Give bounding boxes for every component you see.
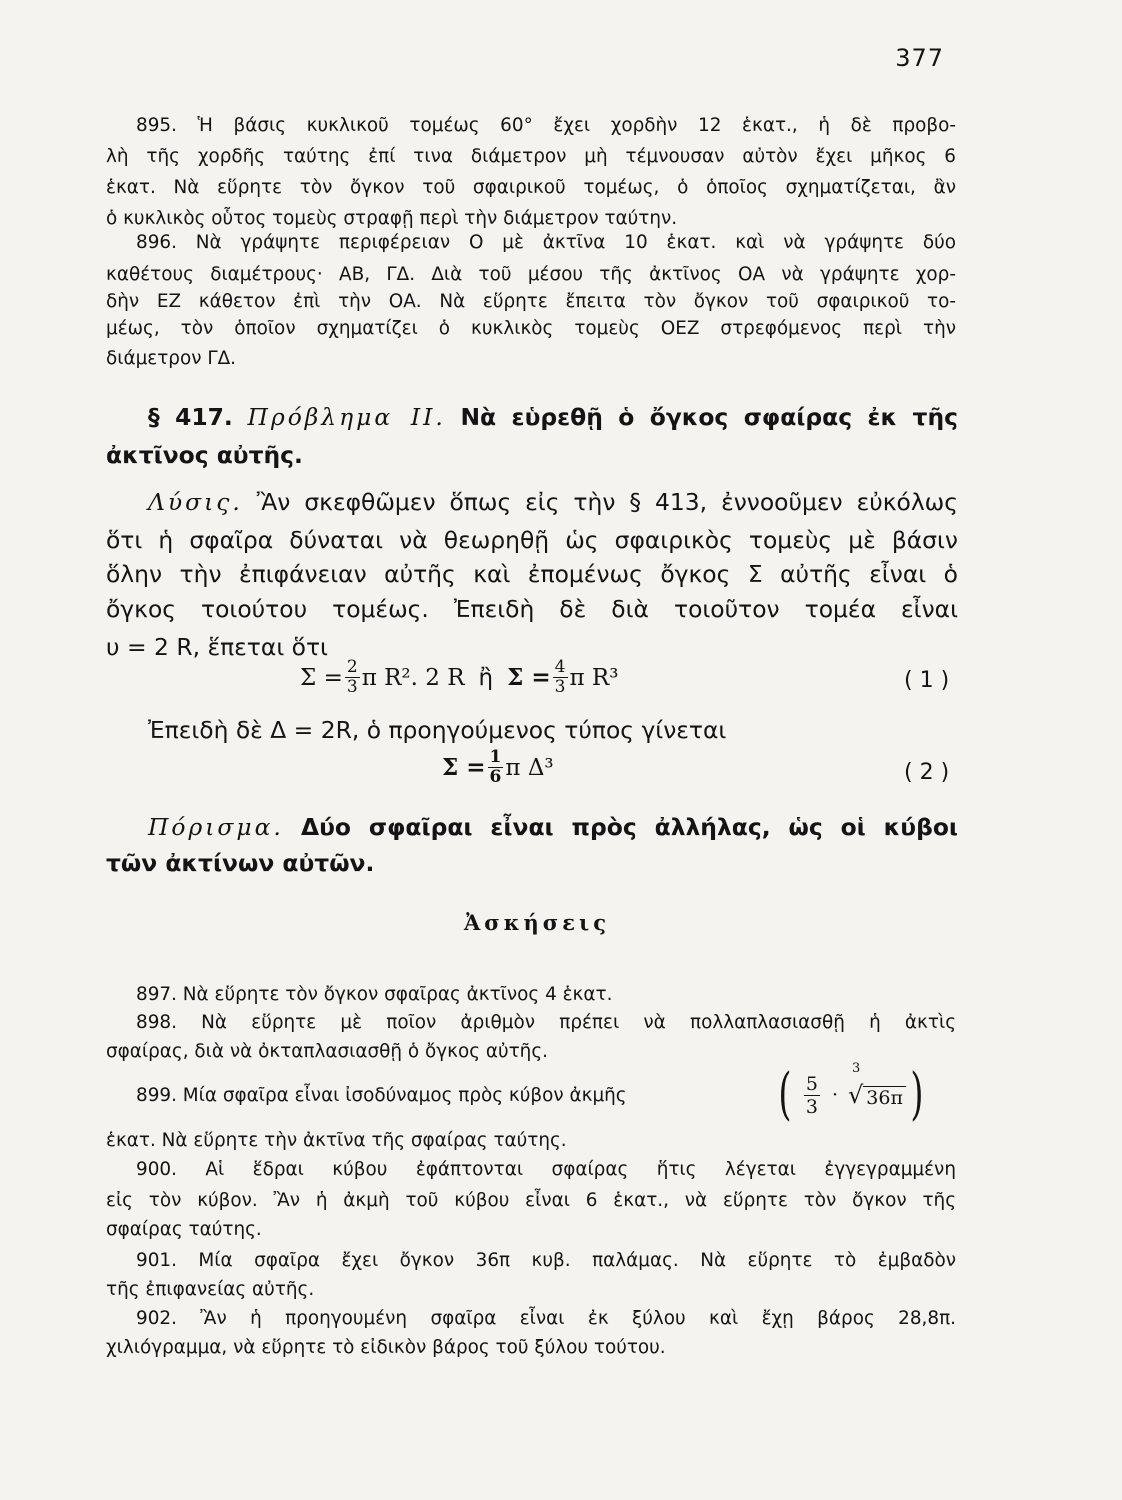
exercise-897: 897. Νὰ εὕρητε τὸν ὄγκον σφαῖρας ἀκτῖνος 4 ἑκατ. [136,984,613,1005]
fraction-denominator: 3 [805,1095,818,1118]
exercise-900-line-1: 900. Αἱ ἕδραι κύβου ἐφάπτονται σφαίρας ἥτις λέγεται ἐγγεγραμμένη [136,1159,956,1180]
formula-1-sigma: Σ = [300,664,343,691]
exercise-900-line-3: σφαίρας ταύτης. [106,1219,262,1240]
formula-1-fraction-a [345,658,360,697]
formula-1 [300,658,618,697]
formula-1-sigma-2: Σ = [507,664,551,691]
formula-2-sigma: Σ = [442,754,486,781]
expression-fraction [804,1073,820,1118]
exercise-896-line-5: διάμετρον ΓΔ. [106,348,237,369]
fraction-numerator: 1 [489,747,502,767]
formula-2-result: π Δ³ [505,754,554,781]
formula-2-fraction [488,748,504,787]
multiplication-dot: · [831,1084,838,1106]
exercise-899-line-2: ἑκατ. Νὰ εὕρητε τὴν ἀκτῖνα τῆς σφαίρας ταύτης. [106,1130,567,1151]
solution-line-3: ὅλην τὴν ἐπιφάνειαν αὐτῆς καὶ ἐπομένως ὄγκος Σ αὐτῆς εἶναι ὁ [106,560,958,588]
formula-2 [442,748,554,787]
radical-sign: √ [848,1081,864,1109]
exercise-898-line-2: σφαίρας, διὰ νὰ ὀκταπλασιασθῇ ὁ ὄγκος αὐτῆς. [106,1041,548,1062]
corollary-line-1 [106,810,958,846]
exercise-896-line-4: μέως, τὸν ὁποῖον σχηματίζει ὁ κυκλικὸς τομεὺς ΟΕΖ στρεφόμενος περὶ τὴν [106,318,956,339]
exercise-901-line-2: τῆς ἐπιφανείας αὐτῆς. [106,1279,315,1300]
root-index: 3 [852,1061,861,1076]
exercise-895-line-4: ὁ κυκλικὸς οὗτος τομεὺς στραφῇ περὶ τὴν διάμετρον ταύτην. [106,208,678,229]
section-417-heading [106,400,958,436]
solution-line-2: ὅτι ἡ σφαῖρα δύναται νὰ θεωρηθῇ ὡς σφαιρικὸς τομεὺς μὲ βάσιν [106,526,958,554]
equation-number-2: ( 2 ) [904,760,950,785]
root-value: 36π [863,1086,906,1109]
corollary-line-2: τῶν ἀκτίνων αὐτῶν. [106,849,375,877]
solution-line-5: υ = 2 R, ἕπεται ὅτι [106,633,328,661]
solution-line-4: ὄγκος τοιούτου τομέως. Ἐπειδὴ δὲ διὰ τοιοῦτον τομέα εἶναι [106,595,958,623]
exercise-896-line-2: καθέτους διαμέτρους· ΑΒ, ΓΔ. Διὰ τοῦ μέσου τῆς ἀκτῖνος ΟΑ νὰ γράψητε χορ- [106,264,956,285]
exercise-896-line-1: 896. Νὰ γράψητε περιφέρειαν Ο μὲ ἀκτῖνα 10 ἑκατ. καὶ νὰ γράψητε δύο [136,232,956,253]
equation-number-1: ( 1 ) [904,668,950,693]
solution-line-6: Ἐπειδὴ δὲ Δ = 2R, ὁ προηγούμενος τύπος γίνεται [148,716,727,744]
exercise-895-line-3: ἑκατ. Νὰ εὕρητε τὸν ὄγκον τοῦ σφαιρικοῦ τομέως, ὁ ὁποῖος σχηματίζεται, ἂν [106,177,956,198]
formula-1-fraction-b [553,658,568,697]
solution-line-1 [106,485,958,521]
exercise-899-line-1: 899. Μία σφαῖρα εἶναι ἰσοδύναμος πρὸς κύβον ἀκμῆς [136,1085,627,1106]
exercises-heading: Ἀσκήσεις [464,910,610,935]
exercise-901-line-1: 901. Μία σφαῖρα ἔχει ὄγκον 36π κυβ. παλάμας. Νὰ εὕρητε τὸ ἐμβαδὸν [136,1250,956,1271]
fraction-denominator: 6 [489,767,502,787]
page-number: 377 [895,44,944,72]
fraction-numerator: 4 [554,657,566,677]
exercise-895-line-2: λὴ τῆς χορδῆς ταύτης ἐπί τινα διάμετρον μὴ τέμνουσαν αὐτὸν ἔχει μῆκος 6 [106,146,956,167]
fraction-denominator: 3 [554,677,566,697]
section-title-line-2: ἀκτῖνος αὐτῆς. [106,441,303,469]
formula-1-term: π R². 2 R [361,664,465,691]
corollary-text-1: Δύο σφαῖραι εἶναι πρὸς ἀλλήλας, ὡς οἱ κύβοι [301,813,959,841]
fraction-numerator: 5 [805,1072,818,1095]
exercise-895-line-1: 895. Ἡ βάσις κυκλικοῦ τομέως 60° ἔχει χορδὴν 12 ἑκατ., ἡ δὲ προβο- [136,115,956,136]
exercise-899-expression [774,1060,928,1130]
exercise-898-line-1: 898. Νὰ εὕρητε μὲ ποῖον ἀριθμὸν πρέπει νὰ πολλαπλασιασθῇ ἡ ἀκτὶς [136,1012,956,1033]
section-title-line-1: Νὰ εὑρεθῇ ὁ ὄγκος σφαίρας ἐκ τῆς [460,403,959,431]
cube-root [848,1061,906,1109]
exercise-902-line-2: χιλιόγραμμα, νὰ εὕρητε τὸ εἰδικὸν βάρος τοῦ ξύλου τούτου. [106,1337,666,1358]
formula-1-or: ἢ [478,664,494,691]
corollary-label: Πόρισμα. [148,813,284,841]
section-label: Πρόβλημα ΙΙ. [247,403,446,431]
fraction-numerator: 2 [346,657,358,677]
exercise-900-line-2: εἰς τὸν κύβον. Ἂν ἡ ἀκμὴ τοῦ κύβου εἶναι 6 ἑκατ., νὰ εὕρητε τὸν ὄγκον τῆς [106,1190,956,1211]
left-paren: ( [778,1062,792,1127]
formula-1-result: π R³ [569,664,619,691]
solution-text-1: Ἂν σκεφθῶμεν ὅπως εἰς τὴν § 413, ἐννοοῦμεν εὐκόλως [256,488,959,516]
section-number: § 417. [148,403,233,431]
exercise-902-line-1: 902. Ἂν ἡ προηγουμένη σφαῖρα εἶναι ἐκ ξύλου καὶ ἔχῃ βάρος 28,8π. [136,1308,956,1329]
right-paren: ) [910,1062,924,1127]
fraction-denominator: 3 [346,677,358,697]
exercise-896-line-3: δὴν ΕΖ κάθετον ἐπὶ τὴν ΟΑ. Νὰ εὕρητε ἔπειτα τὸν ὄγκον τοῦ σφαιρικοῦ το- [106,291,956,312]
solution-label: Λύσις. [148,488,243,516]
